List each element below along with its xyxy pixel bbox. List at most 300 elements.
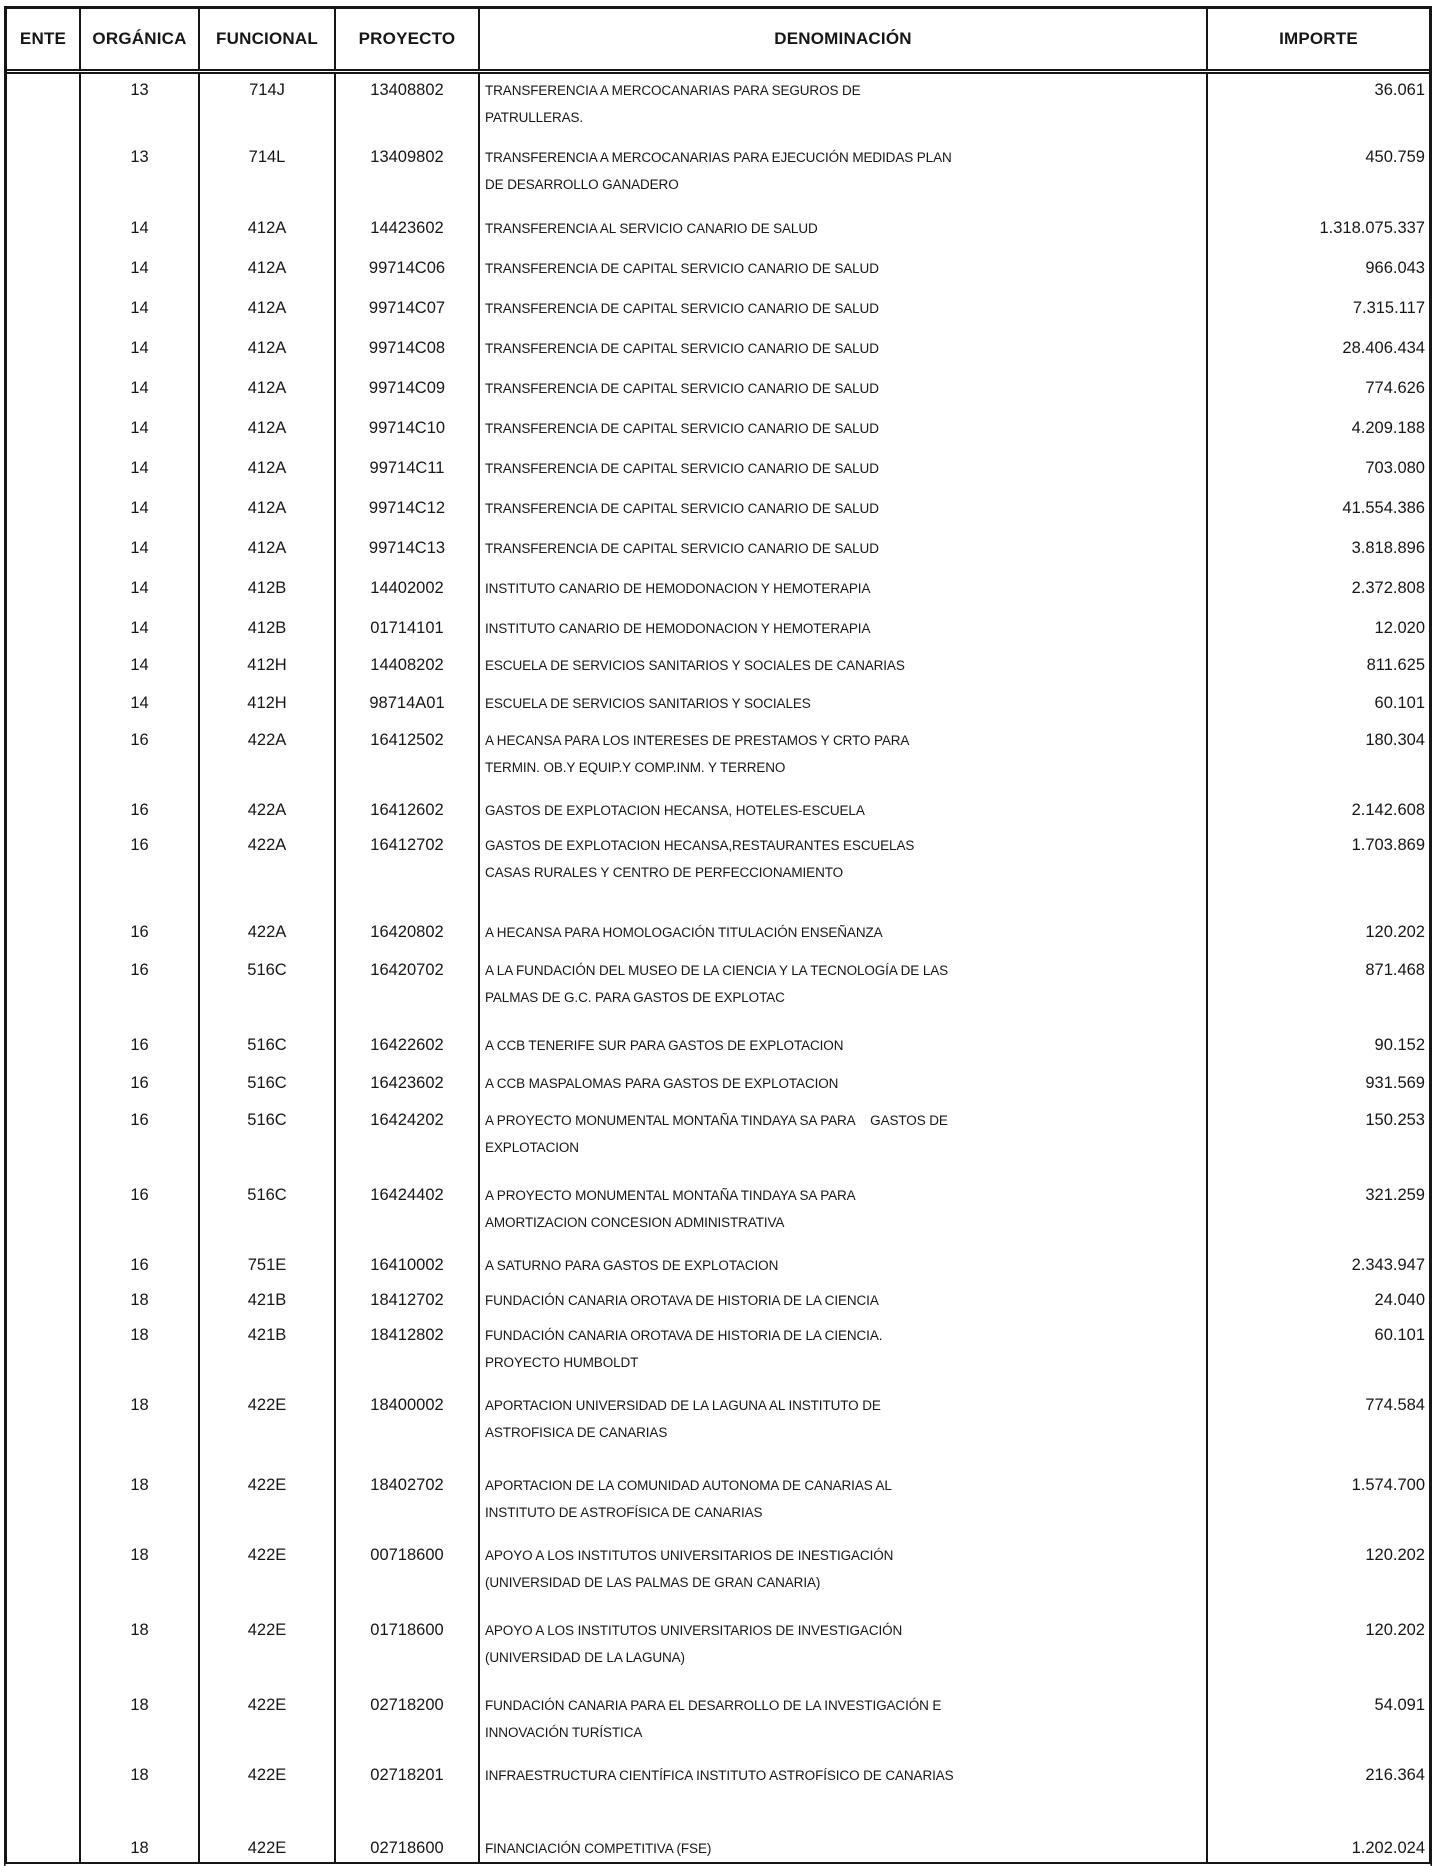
header-cell-denominacion: [480, 9, 1208, 69]
cell-proyecto: 99714C06: [336, 252, 480, 292]
denominacion-line: FINANCIACIÓN COMPETITIVA (FSE): [485, 1841, 712, 1856]
denominacion-line: INNOVACIÓN TURÍSTICA: [485, 1725, 643, 1740]
cell-importe: 871.468: [1365, 961, 1425, 979]
cell-organica: 18: [81, 1689, 200, 1759]
denominacion-line: GASTOS DE EXPLOTACION HECANSA, HOTELES-ESCUELA: [485, 803, 865, 818]
cell-funcional: 516C: [200, 1179, 336, 1249]
cell-proyecto: 99714C12: [336, 492, 480, 532]
table-row: [7, 1469, 1429, 1539]
table-row: [7, 1284, 1429, 1319]
cell-proyecto: 13408802: [336, 74, 480, 141]
denominacion-line: TRANSFERENCIA DE CAPITAL SERVICIO CANARIO DE SALUD: [485, 541, 879, 556]
denominacion-line: PALMAS DE G.C. PARA GASTOS DE EXPLOTAC: [485, 990, 785, 1005]
cell-funcional: 422E: [200, 1759, 336, 1832]
table-row: [7, 687, 1429, 724]
denominacion-line: A PROYECTO MONUMENTAL MONTAÑA TINDAYA SA PARA GASTOS DE: [485, 1113, 948, 1128]
denominacion-line: DE DESARROLLO GANADERO: [485, 177, 679, 192]
cell-denominacion: [480, 1319, 1208, 1389]
cell-denominacion: [480, 332, 1208, 372]
cell-ente: [7, 141, 81, 212]
cell-denominacion: [480, 532, 1208, 572]
cell-proyecto: 13409802: [336, 141, 480, 212]
cell-funcional: 412A: [200, 412, 336, 452]
cell-organica: 16: [81, 794, 200, 829]
cell-importe: 12.020: [1374, 619, 1425, 637]
cell-organica: 14: [81, 292, 200, 332]
denominacion-line: CASAS RURALES Y CENTRO DE PERFECCIONAMIENTO: [485, 865, 844, 880]
cell-ente: [7, 1832, 81, 1862]
cell-denominacion: [480, 492, 1208, 532]
cell-organica: 14: [81, 252, 200, 292]
cell-denominacion: [480, 1249, 1208, 1284]
table-row: [7, 1104, 1429, 1179]
header-cell-organica: [81, 9, 200, 69]
cell-denominacion: [480, 1104, 1208, 1179]
denominacion-line: FUNDACIÓN CANARIA OROTAVA DE HISTORIA DE LA CIENCIA.: [485, 1328, 883, 1343]
cell-ente: [7, 1249, 81, 1284]
denominacion-line: A HECANSA PARA LOS INTERESES DE PRESTAMOS Y CRTO PARA: [485, 733, 910, 748]
cell-ente: [7, 612, 81, 649]
cell-denominacion: [480, 212, 1208, 252]
cell-organica: 14: [81, 649, 200, 687]
cell-proyecto: 16424402: [336, 1179, 480, 1249]
cell-ente: [7, 452, 81, 492]
denominacion-line: INSTITUTO CANARIO DE HEMODONACION Y HEMOTERAPIA: [485, 621, 871, 636]
table-row: [7, 954, 1429, 1029]
cell-funcional: 421B: [200, 1284, 336, 1319]
denominacion-line: EXPLOTACION: [485, 1140, 579, 1155]
cell-ente: [7, 954, 81, 1029]
header-label-organica: ORGÁNICA: [92, 29, 187, 48]
cell-funcional: 422A: [200, 724, 336, 794]
cell-funcional: 422A: [200, 829, 336, 916]
cell-proyecto: 14402002: [336, 572, 480, 612]
cell-importe: 150.253: [1365, 1111, 1425, 1129]
cell-importe: 774.584: [1365, 1396, 1425, 1414]
table-row: [7, 292, 1429, 332]
cell-organica: 18: [81, 1319, 200, 1389]
cell-importe: 28.406.434: [1342, 339, 1425, 357]
cell-proyecto: 16423602: [336, 1067, 480, 1104]
cell-funcional: 412A: [200, 372, 336, 412]
cell-denominacion: [480, 724, 1208, 794]
cell-proyecto: 99714C09: [336, 372, 480, 412]
cell-importe: 2.343.947: [1351, 1256, 1425, 1274]
cell-proyecto: 18412702: [336, 1284, 480, 1319]
cell-organica: 18: [81, 1284, 200, 1319]
cell-proyecto: 02718600: [336, 1832, 480, 1862]
table-row: [7, 794, 1429, 829]
denominacion-line: A LA FUNDACIÓN DEL MUSEO DE LA CIENCIA Y LA TECNOLOGÍA DE LAS: [485, 963, 949, 978]
denominacion-line: TRANSFERENCIA DE CAPITAL SERVICIO CANARIO DE SALUD: [485, 301, 879, 316]
denominacion-line: FUNDACIÓN CANARIA PARA EL DESARROLLO DE LA INVESTIGACIÓN E: [485, 1698, 942, 1713]
table-row: [7, 572, 1429, 612]
cell-denominacion: [480, 794, 1208, 829]
cell-funcional: 412A: [200, 452, 336, 492]
cell-ente: [7, 1179, 81, 1249]
table-row: [7, 372, 1429, 412]
cell-funcional: 422A: [200, 794, 336, 829]
cell-funcional: 516C: [200, 1067, 336, 1104]
cell-denominacion: [480, 649, 1208, 687]
cell-importe: 41.554.386: [1342, 499, 1425, 517]
table-row: [7, 141, 1429, 212]
cell-organica: 16: [81, 954, 200, 1029]
cell-importe: 90.152: [1374, 1036, 1425, 1054]
cell-proyecto: 18402702: [336, 1469, 480, 1539]
cell-denominacion: [480, 1067, 1208, 1104]
cell-proyecto: 16420802: [336, 916, 480, 954]
cell-ente: [7, 724, 81, 794]
cell-organica: 18: [81, 1614, 200, 1689]
denominacion-line: INSTITUTO DE ASTROFÍSICA DE CANARIAS: [485, 1505, 763, 1520]
cell-ente: [7, 1104, 81, 1179]
cell-proyecto: 16412602: [336, 794, 480, 829]
cell-importe: 931.569: [1365, 1074, 1425, 1092]
cell-importe: 4.209.188: [1351, 419, 1425, 437]
denominacion-line: TRANSFERENCIA DE CAPITAL SERVICIO CANARIO DE SALUD: [485, 501, 879, 516]
cell-funcional: 412B: [200, 612, 336, 649]
denominacion-line: APOYO A LOS INSTITUTOS UNIVERSITARIOS DE INESTIGACIÓN: [485, 1548, 894, 1563]
cell-denominacion: [480, 1389, 1208, 1469]
cell-organica: 14: [81, 452, 200, 492]
denominacion-line: TRANSFERENCIA A MERCOCANARIAS PARA SEGUROS DE: [485, 83, 861, 98]
cell-funcional: 516C: [200, 1104, 336, 1179]
table-row: [7, 1759, 1429, 1832]
cell-organica: 14: [81, 212, 200, 252]
cell-funcional: 412B: [200, 572, 336, 612]
cell-denominacion: [480, 141, 1208, 212]
cell-denominacion: [480, 612, 1208, 649]
cell-ente: [7, 212, 81, 252]
cell-organica: 16: [81, 1104, 200, 1179]
cell-denominacion: [480, 452, 1208, 492]
cell-funcional: 422E: [200, 1614, 336, 1689]
cell-organica: 16: [81, 1179, 200, 1249]
cell-ente: [7, 252, 81, 292]
cell-proyecto: 16420702: [336, 954, 480, 1029]
cell-proyecto: 02718200: [336, 1689, 480, 1759]
cell-importe: 774.626: [1365, 379, 1425, 397]
table-row: [7, 1389, 1429, 1469]
denominacion-line: A HECANSA PARA HOMOLOGACIÓN TITULACIÓN ENSEÑANZA: [485, 925, 883, 940]
cell-importe: 321.259: [1365, 1186, 1425, 1204]
table-row: [7, 252, 1429, 292]
cell-ente: [7, 1469, 81, 1539]
cell-ente: [7, 1759, 81, 1832]
cell-importe: 811.625: [1366, 656, 1425, 674]
cell-proyecto: 99714C11: [336, 452, 480, 492]
cell-proyecto: 16410002: [336, 1249, 480, 1284]
cell-funcional: 422E: [200, 1832, 336, 1862]
cell-ente: [7, 1029, 81, 1067]
header-cell-proyecto: [336, 9, 480, 69]
table-row: [7, 1689, 1429, 1759]
denominacion-line: A SATURNO PARA GASTOS DE EXPLOTACION: [485, 1258, 779, 1273]
cell-organica: 16: [81, 829, 200, 916]
table-row: [7, 1539, 1429, 1614]
cell-denominacion: [480, 1689, 1208, 1759]
table-header: [7, 9, 1429, 74]
budget-table: [4, 6, 1432, 1866]
denominacion-line: TRANSFERENCIA DE CAPITAL SERVICIO CANARIO DE SALUD: [485, 421, 879, 436]
denominacion-line: ESCUELA DE SERVICIOS SANITARIOS Y SOCIALES: [485, 696, 811, 711]
cell-importe: 2.372.808: [1351, 579, 1425, 597]
denominacion-line: TRANSFERENCIA DE CAPITAL SERVICIO CANARIO DE SALUD: [485, 461, 879, 476]
denominacion-line: AMORTIZACION CONCESION ADMINISTRATIVA: [485, 1215, 785, 1230]
cell-importe: 3.818.896: [1351, 539, 1425, 557]
cell-ente: [7, 1067, 81, 1104]
cell-denominacion: [480, 252, 1208, 292]
table-row: [7, 1179, 1429, 1249]
cell-organica: 14: [81, 412, 200, 452]
denominacion-line: (UNIVERSIDAD DE LAS PALMAS DE GRAN CANARIA): [485, 1575, 821, 1590]
cell-ente: [7, 372, 81, 412]
cell-importe: 60.101: [1374, 694, 1425, 712]
cell-funcional: 422E: [200, 1469, 336, 1539]
denominacion-line: FUNDACIÓN CANARIA OROTAVA DE HISTORIA DE LA CIENCIA: [485, 1293, 879, 1308]
cell-importe: 60.101: [1374, 1326, 1425, 1344]
cell-importe: 54.091: [1374, 1696, 1425, 1714]
cell-importe: 120.202: [1365, 1546, 1425, 1564]
cell-funcional: 412H: [200, 649, 336, 687]
cell-organica: 14: [81, 532, 200, 572]
cell-organica: 16: [81, 1067, 200, 1104]
cell-proyecto: 16424202: [336, 1104, 480, 1179]
cell-ente: [7, 916, 81, 954]
cell-denominacion: [480, 687, 1208, 724]
denominacion-line: TRANSFERENCIA DE CAPITAL SERVICIO CANARIO DE SALUD: [485, 261, 879, 276]
cell-organica: 16: [81, 916, 200, 954]
cell-ente: [7, 532, 81, 572]
denominacion-line: TRANSFERENCIA A MERCOCANARIAS PARA EJECUCIÓN MEDIDAS PLAN: [485, 150, 952, 165]
cell-proyecto: 99714C13: [336, 532, 480, 572]
denominacion-line: ASTROFISICA DE CANARIAS: [485, 1425, 668, 1440]
cell-importe: 180.304: [1365, 731, 1425, 749]
cell-proyecto: 99714C07: [336, 292, 480, 332]
cell-importe: 36.061: [1374, 81, 1425, 99]
table-row: [7, 74, 1429, 141]
cell-proyecto: 00718600: [336, 1539, 480, 1614]
denominacion-line: A PROYECTO MONUMENTAL MONTAÑA TINDAYA SA PARA: [485, 1188, 856, 1203]
cell-ente: [7, 1614, 81, 1689]
cell-denominacion: [480, 372, 1208, 412]
table-row: [7, 532, 1429, 572]
cell-organica: 14: [81, 492, 200, 532]
cell-funcional: 714J: [200, 74, 336, 141]
cell-proyecto: 18400002: [336, 1389, 480, 1469]
table-row: [7, 724, 1429, 794]
cell-importe: 703.080: [1365, 459, 1425, 477]
cell-organica: 13: [81, 141, 200, 212]
cell-proyecto: 01714101: [336, 612, 480, 649]
header-cell-funcional: [200, 9, 336, 69]
cell-funcional: 422E: [200, 1539, 336, 1614]
cell-organica: 16: [81, 1029, 200, 1067]
cell-denominacion: [480, 1179, 1208, 1249]
cell-organica: 14: [81, 332, 200, 372]
cell-ente: [7, 492, 81, 532]
cell-organica: 18: [81, 1832, 200, 1862]
cell-organica: 16: [81, 1249, 200, 1284]
cell-proyecto: 18412802: [336, 1319, 480, 1389]
table-row: [7, 452, 1429, 492]
table-row: [7, 649, 1429, 687]
denominacion-line: INFRAESTRUCTURA CIENTÍFICA INSTITUTO ASTROFÍSICO DE CANARIAS: [485, 1768, 954, 1783]
cell-importe: 966.043: [1365, 259, 1425, 277]
cell-organica: 14: [81, 372, 200, 412]
table-row: [7, 1067, 1429, 1104]
denominacion-line: PATRULLERAS.: [485, 110, 584, 125]
cell-organica: 18: [81, 1539, 200, 1614]
table-row: [7, 1832, 1429, 1862]
cell-organica: 18: [81, 1469, 200, 1539]
cell-importe: 120.202: [1365, 923, 1425, 941]
denominacion-line: GASTOS DE EXPLOTACION HECANSA,RESTAURANTES ESCUELAS: [485, 838, 915, 853]
cell-ente: [7, 1389, 81, 1469]
cell-ente: [7, 687, 81, 724]
denominacion-line: APORTACION UNIVERSIDAD DE LA LAGUNA AL INSTITUTO DE: [485, 1398, 881, 1413]
header-cell-importe: [1208, 9, 1429, 69]
cell-ente: [7, 1284, 81, 1319]
cell-organica: 18: [81, 1759, 200, 1832]
cell-funcional: 422E: [200, 1689, 336, 1759]
table-row: [7, 492, 1429, 532]
cell-ente: [7, 794, 81, 829]
header-label-proyecto: PROYECTO: [358, 29, 456, 48]
cell-ente: [7, 292, 81, 332]
cell-importe: 216.364: [1365, 1766, 1425, 1784]
cell-proyecto: 98714A01: [336, 687, 480, 724]
cell-funcional: 422E: [200, 1389, 336, 1469]
denominacion-line: A CCB TENERIFE SUR PARA GASTOS DE EXPLOTACION: [485, 1038, 844, 1053]
cell-importe: 120.202: [1365, 1621, 1425, 1639]
table-row: [7, 212, 1429, 252]
denominacion-line: ESCUELA DE SERVICIOS SANITARIOS Y SOCIALES DE CANARIAS: [485, 658, 905, 673]
cell-organica: 13: [81, 74, 200, 141]
cell-ente: [7, 74, 81, 141]
cell-funcional: 714L: [200, 141, 336, 212]
cell-ente: [7, 1319, 81, 1389]
table-row: [7, 1614, 1429, 1689]
table-body: [7, 74, 1429, 1862]
cell-ente: [7, 412, 81, 452]
header-label-importe: IMPORTE: [1279, 29, 1358, 48]
denominacion-line: TRANSFERENCIA AL SERVICIO CANARIO DE SALUD: [485, 221, 818, 236]
denominacion-line: PROYECTO HUMBOLDT: [485, 1355, 639, 1370]
denominacion-line: TRANSFERENCIA DE CAPITAL SERVICIO CANARIO DE SALUD: [485, 341, 879, 356]
denominacion-line: APOYO A LOS INSTITUTOS UNIVERSITARIOS DE INVESTIGACIÓN: [485, 1623, 903, 1638]
table-row: [7, 1249, 1429, 1284]
cell-proyecto: 99714C08: [336, 332, 480, 372]
cell-funcional: 751E: [200, 1249, 336, 1284]
header-cell-ente: [7, 9, 81, 69]
cell-funcional: 412A: [200, 332, 336, 372]
cell-denominacion: [480, 292, 1208, 332]
table-row: [7, 612, 1429, 649]
cell-funcional: 422A: [200, 916, 336, 954]
cell-denominacion: [480, 916, 1208, 954]
cell-importe: 1.574.700: [1351, 1476, 1425, 1494]
denominacion-line: TERMIN. OB.Y EQUIP.Y COMP.INM. Y TERRENO: [485, 760, 786, 775]
cell-funcional: 412A: [200, 532, 336, 572]
cell-importe: 450.759: [1365, 148, 1425, 166]
table-row: [7, 332, 1429, 372]
cell-organica: 14: [81, 572, 200, 612]
table-row: [7, 916, 1429, 954]
cell-organica: 14: [81, 687, 200, 724]
table-row: [7, 1319, 1429, 1389]
cell-organica: 14: [81, 612, 200, 649]
cell-importe: 24.040: [1374, 1291, 1425, 1309]
cell-importe: 7.315.117: [1352, 299, 1425, 317]
table-row: [7, 1029, 1429, 1067]
cell-proyecto: 99714C10: [336, 412, 480, 452]
cell-proyecto: 14423602: [336, 212, 480, 252]
cell-denominacion: [480, 1832, 1208, 1862]
cell-importe: 1.202.024: [1351, 1839, 1425, 1857]
cell-ente: [7, 649, 81, 687]
cell-proyecto: 16422602: [336, 1029, 480, 1067]
cell-importe: 1.703.869: [1351, 836, 1425, 854]
cell-denominacion: [480, 1539, 1208, 1614]
denominacion-line: INSTITUTO CANARIO DE HEMODONACION Y HEMOTERAPIA: [485, 581, 871, 596]
header-label-ente: ENTE: [19, 29, 67, 48]
cell-ente: [7, 1689, 81, 1759]
cell-proyecto: 02718201: [336, 1759, 480, 1832]
denominacion-line: A CCB MASPALOMAS PARA GASTOS DE EXPLOTACION: [485, 1076, 839, 1091]
cell-proyecto: 01718600: [336, 1614, 480, 1689]
cell-funcional: 412H: [200, 687, 336, 724]
cell-funcional: 412A: [200, 292, 336, 332]
cell-importe: 2.142.608: [1351, 801, 1425, 819]
cell-ente: [7, 572, 81, 612]
cell-denominacion: [480, 1284, 1208, 1319]
cell-importe: 1.318.075.337: [1319, 219, 1425, 237]
header-label-funcional: FUNCIONAL: [216, 29, 318, 48]
cell-funcional: 412A: [200, 212, 336, 252]
cell-denominacion: [480, 1614, 1208, 1689]
cell-denominacion: [480, 954, 1208, 1029]
denominacion-line: TRANSFERENCIA DE CAPITAL SERVICIO CANARIO DE SALUD: [485, 381, 879, 396]
table-row: [7, 829, 1429, 916]
cell-funcional: 516C: [200, 954, 336, 1029]
cell-denominacion: [480, 74, 1208, 141]
cell-organica: 18: [81, 1389, 200, 1469]
cell-funcional: 412A: [200, 492, 336, 532]
header-label-denominacion: DENOMINACIÓN: [774, 29, 912, 48]
cell-ente: [7, 829, 81, 916]
cell-denominacion: [480, 1469, 1208, 1539]
cell-funcional: 516C: [200, 1029, 336, 1067]
cell-proyecto: 16412502: [336, 724, 480, 794]
cell-organica: 16: [81, 724, 200, 794]
denominacion-line: (UNIVERSIDAD DE LA LAGUNA): [485, 1650, 685, 1665]
cell-funcional: 412A: [200, 252, 336, 292]
denominacion-line: APORTACION DE LA COMUNIDAD AUTONOMA DE CANARIAS AL: [485, 1478, 892, 1493]
cell-ente: [7, 1539, 81, 1614]
cell-denominacion: [480, 572, 1208, 612]
cell-denominacion: [480, 412, 1208, 452]
cell-proyecto: 16412702: [336, 829, 480, 916]
cell-denominacion: [480, 1759, 1208, 1832]
cell-funcional: 421B: [200, 1319, 336, 1389]
cell-proyecto: 14408202: [336, 649, 480, 687]
table-row: [7, 412, 1429, 452]
cell-ente: [7, 332, 81, 372]
cell-denominacion: [480, 829, 1208, 916]
cell-denominacion: [480, 1029, 1208, 1067]
